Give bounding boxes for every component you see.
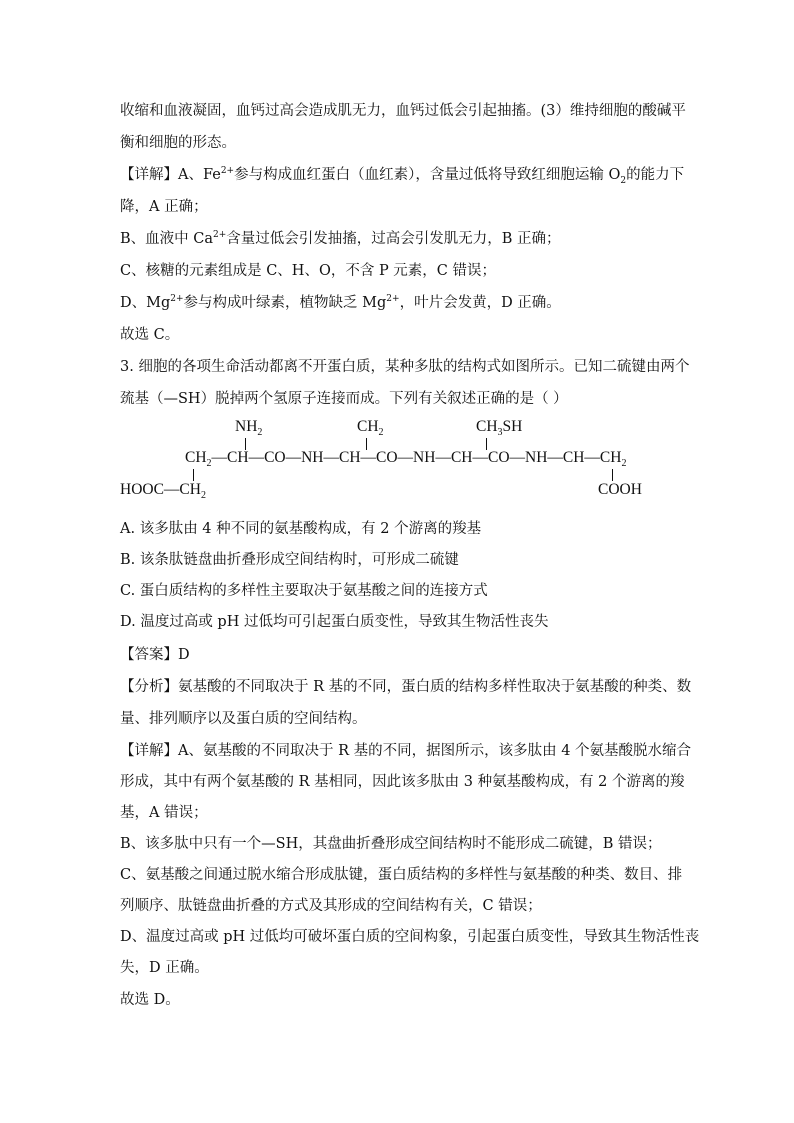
text-span: 参与构成血红蛋白（血红素），含量过低将导致红细胞运输 O (234, 167, 621, 183)
analysis-text: 【分析】氨基酸的不同取决于 R 基的不同，蛋白质的结构多样性取决于氨基酸的种类、数 (120, 679, 692, 695)
bond-vertical (612, 469, 613, 481)
text-span: B、血液中 Ca (120, 231, 214, 247)
subscript: 2 (620, 175, 627, 186)
explanation-text: D、温度过高或 pH 过低均可破坏蛋白质的空间构象，引起蛋白质变性，导致其生物活性丧 (120, 929, 700, 945)
superscript: 2+ (213, 230, 227, 241)
explanation-text: 故选 D。 (120, 992, 180, 1008)
question-stem: 巯基（—SH）脱掉两个氢原子连接而成。下列有关叙述正确的是（ ） (120, 391, 568, 407)
text-line (120, 165, 684, 185)
text-line: 收缩和血液凝固，血钙过高会造成肌无力，血钙过低会引起抽搐。(3）维持细胞的酸碱平 (120, 103, 686, 119)
r-group-ch2: $CH_2$ (357, 418, 384, 439)
superscript: 2+ (220, 166, 235, 177)
r-group-ch3sh: $CH_3SH$ (476, 418, 523, 439)
main-chain: $CH_2—CH—CO—NH—CH—CO—NH—CH—CO—NH—CH—CH_2$ (185, 449, 627, 470)
text-span: 含量过低会引发抽搐，过高会引发肌无力，B 正确； (226, 231, 561, 247)
text-line (120, 229, 561, 249)
text-line (120, 293, 561, 313)
explanation-text: 基，A 错误； (120, 805, 208, 821)
text-line: 降，A 正确； (120, 199, 208, 215)
text-line: 衡和细胞的形态。 (120, 135, 236, 151)
carboxyl-right: COOH (598, 481, 642, 498)
amino-group: $NH_2$ (235, 418, 263, 439)
option-a: A. 该多肽由 4 种不同的氨基酸构成，有 2 个游离的羧基 (120, 521, 482, 537)
explanation-text: C、氨基酸之间通过脱水缩合形成肽键，蛋白质结构的多样性与氨基酸的种类、数目、排 (120, 867, 683, 883)
text-line: 故选 C。 (120, 327, 180, 343)
option-c: C. 蛋白质结构的多样性主要取决于氨基酸之间的连接方式 (120, 583, 488, 599)
text-span: 的能力下 (626, 167, 685, 183)
answer: 【答案】D (120, 647, 190, 663)
superscript: 2+ (170, 294, 184, 305)
carboxyl-left: $HOOC—CH_2$ (120, 481, 206, 502)
explanation-text: 【详解】A、氨基酸的不同取决于 R 基的不同，据图所示，该多肽由 4 个氨基酸脱水缩合 (120, 743, 692, 759)
option-b: B. 该条肽链盘曲折叠形成空间结构时，可形成二硫键 (120, 552, 459, 568)
superscript: 2+ (386, 294, 400, 305)
explanation-text: 失，D 正确。 (120, 960, 209, 976)
text-span: D、Mg (120, 295, 171, 311)
explanation-text: B、该多肽中只有一个—SH，其盘曲折叠形成空间结构时不能形成二硫键，B 错误； (120, 836, 662, 852)
question-stem: 3. 细胞的各项生命活动都离不开蛋白质，某种多肽的结构式如图所示。已知二硫键由两个 (120, 359, 690, 375)
text-span: 参与构成叶绿素，植物缺乏 Mg (183, 295, 387, 311)
option-d: D. 温度过高或 pH 过低均可引起蛋白质变性，导致其生物活性丧失 (120, 614, 549, 630)
bond-vertical (193, 469, 194, 481)
text-line: C、核糖的元素组成是 C、H、O，不含 P 元素，C 错误； (120, 263, 497, 279)
text-span: ，叶片会发黄，D 正确。 (399, 295, 561, 311)
text-span: 【详解】A、Fe (120, 167, 221, 183)
explanation-text: 列顺序、肽链盘曲折叠的方式及其形成的空间结构有关，C 错误； (120, 898, 542, 914)
analysis-text: 量、排列顺序以及蛋白质的空间结构。 (120, 711, 367, 727)
explanation-text: 形成，其中有两个氨基酸的 R 基相同，因此该多肽由 3 种氨基酸构成，有 2 个游离的羧 (120, 774, 685, 790)
